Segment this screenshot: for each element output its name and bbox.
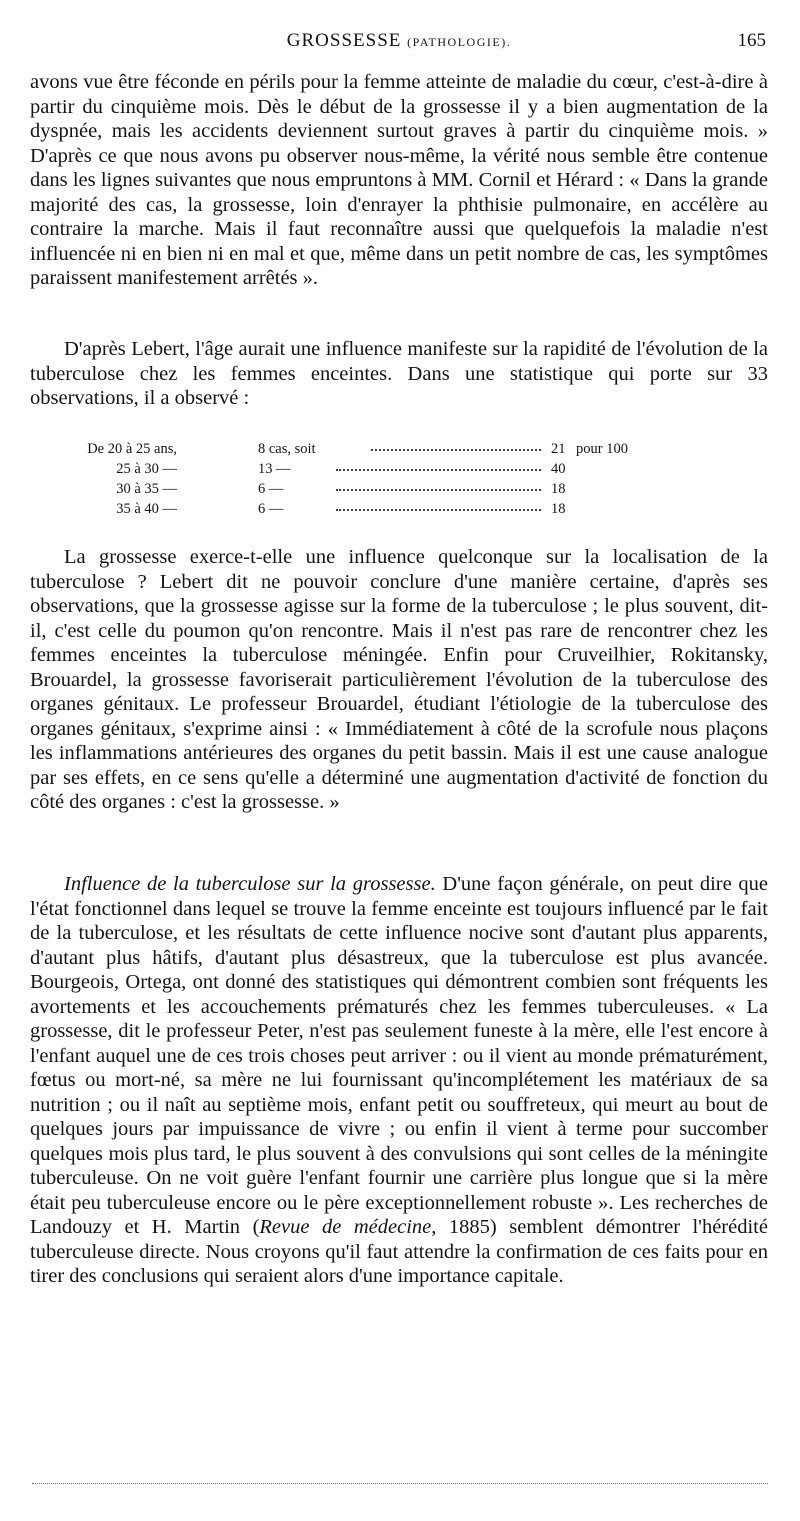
stats-case-count: 6 — <box>258 501 284 517</box>
stats-row <box>87 439 666 459</box>
journal-title: Revue de médecine <box>259 1216 432 1238</box>
stats-percentage: 40 <box>551 461 566 477</box>
stats-row <box>116 499 666 519</box>
paragraph-localisation: La grossesse exerce-t-elle une influence quelconque sur la localisation de la tuberculose ? Lebert dit ne pouvoir conclure d'une manière certaine, d'après ses observations, que la grossesse agisse sur la forme de la tuberculose ; le plus souvent, dit-il, c'est celle du poumon qu'on rencontre. Mais il n'est pas rare de rencontrer chez les femmes enceintes la tuberculose méningée. Enfin pour Cruveilhier, Rokitansky, Brouardel, la grossesse favoriserait particulièrement l'évolution de la tuberculose des organes génitaux. Le professeur Brouardel, étudiant l'étiologie de la tuberculose des organes génitaux, s'exprime ainsi : « Immédiatement à côté de la scrofule nous plaçons les inflammations antérieures des organes du petit bassin. Mais il est une cause analogue par ses effets, en ce sens qu'elle a déterminé une augmentation d'activité de fonction du côté des organes : c'est la grossesse. » <box>30 546 768 813</box>
section-heading-italic: Influence de la tuberculose sur la grossesse. <box>64 873 436 895</box>
stats-row <box>116 479 666 499</box>
running-title-main: GROSSESSE <box>286 30 402 51</box>
paragraph-cardiac-comparison: avons vue être féconde en périls pour la femme atteinte de maladie du cœur, c'est-à-dire à partir du cinquième mois. Dès le début de la grossesse il y a bien augmentation de la dyspnée, mais les accidents deviennent surtout graves à partir du cinquième mois. » D'après ce que nous avons pu observer nous-même, la vérité nous semble être contenue dans les lignes suivantes que nous empruntons à MM. Cornil et Hérard : « Dans la grande majorité des cas, la grossesse, loin d'enrayer la phthisie pulmonaire, en accélère au contraire la marche. Mais il faut reconnaître aussi que quelquefois la maladie n'est influencée ni en bien ni en mal et que, même dans un petit nombre de cas, les symptômes paraissent manifestement arrêtés ». <box>30 71 768 289</box>
stats-age-range: 25 à 30 — <box>116 461 177 477</box>
stats-case-count: 13 — <box>258 461 291 477</box>
footer-dotted-rule <box>32 1483 768 1484</box>
dot-leader <box>371 449 541 451</box>
stats-age-range: 30 à 35 — <box>116 481 177 497</box>
stats-percentage: 21 <box>551 441 566 457</box>
lebert-statistics-table <box>87 439 666 519</box>
stats-case-count: 8 cas, soit <box>258 441 316 457</box>
paragraph-lebert-age: D'après Lebert, l'âge aurait une influence manifeste sur la rapidité de l'évolution de la tuberculose chez les femmes enceintes. Dans une statistique qui porte sur 33 observations, il a observé : <box>30 338 768 409</box>
dot-leader <box>336 469 541 471</box>
paragraph-influence-on-pregnancy <box>30 872 768 1289</box>
stats-percentage: 18 <box>551 481 566 497</box>
stats-unit: pour 100 <box>576 441 628 457</box>
dot-leader <box>336 489 541 491</box>
paragraph-text: D'une façon générale, on peut dire que l'état fonctionnel dans lequel se trouve la femme enceinte est toujours influencé par le fait de la tuberculose, et les résultats de cette influence nocive sont d'autant plus apparents, d'autant plus hâtifs, d'autant plus désastreux, que la tuberculose est plus avancée. Bourgeois, Ortega, ont donné des statistiques qui démontrent combien sont fréquents les avortements et les accouchements prématurés chez les femmes tuberculeuses. « La grossesse, dit le professeur Peter, n'est pas seulement funeste à la mère, elle l'est encore à l'enfant auquel une de ces trois choses peut arriver : ou il vient au monde prématurément, fœtus ou mort-né, sa mère ne lui fournissant qu'incomplétement les matériaux de sa nutrition ; ou il naît au septième mois, enfant petit ou souffreteux, qui meurt au bout de quelques jours par impuissance de vivre ; ou enfin il vient à terme pour succomber quelques mois plus tard, le plus souvent à des convulsions qui sont celles de la méningite tuberculeuse. On ne voit guère l'enfant fournir une carrière plus longue que si la mère était peu tuberculeuse encore ou le père exceptionnellement robuste ». Les recherches de Landouzy et H. Martin ( <box>30 873 769 1238</box>
stats-age-range: 35 à 40 — <box>116 501 177 517</box>
stats-percentage: 18 <box>551 501 566 517</box>
page-number: 165 <box>737 30 766 51</box>
stats-case-count: 6 — <box>258 481 284 497</box>
paragraph-text-end: , 1885) semblent démontrer l'hérédité tuberculeuse directe. Nous croyons qu'il faut attendre la confirmation de ces faits pour en tirer des conclusions qui seraient alors d'une importance capitale. <box>30 1216 768 1287</box>
dot-leader <box>336 509 541 511</box>
running-title <box>30 30 768 52</box>
stats-age-range: De 20 à 25 ans, <box>87 441 177 457</box>
stats-row <box>116 459 666 479</box>
running-title-sub: (PATHOLOGIE). <box>407 35 512 49</box>
running-header <box>30 30 768 56</box>
